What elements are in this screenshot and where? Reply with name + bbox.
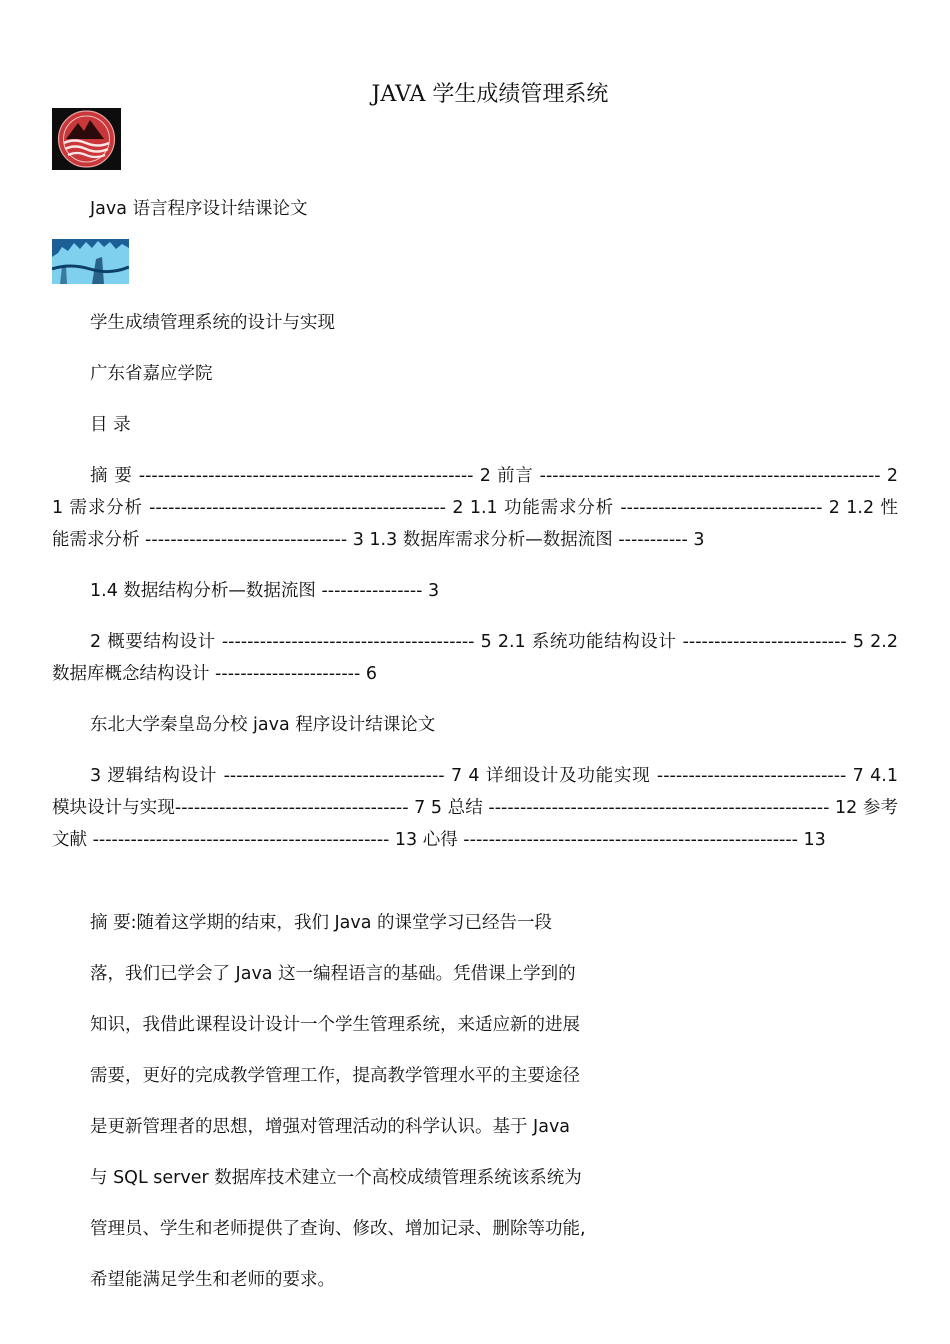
topic-line: 学生成绩管理系统的设计与实现: [90, 313, 335, 333]
toc-block-3: 3 逻辑结构设计 ----------------------------------- 7 4 详细设计及功能实现 ------------------------------ 7 4.1 模块设计与实现------------------------------------- 7 5 总结 ------------------------------------------------------ 12 参考文献 ----------------------------------------------- 13 心得 ----------------------------------------------------- 13: [52, 766, 898, 850]
abstract-line-8: 希望能满足学生和老师的要求。: [90, 1270, 335, 1290]
abstract-line-7: 管理员、学生和老师提供了查询、修改、增加记录、删除等功能,: [90, 1219, 586, 1239]
course-paper-line: Java 语言程序设计结课论文: [90, 199, 308, 219]
abstract-line-5: 是更新管理者的思想，增强对管理活动的科学认识。基于 Java: [90, 1117, 571, 1137]
school-line: 广东省嘉应学院: [90, 364, 213, 384]
document-title: JAVA 学生成绩管理系统: [371, 82, 609, 107]
toc-block-1: 摘 要 ----------------------------------------------------- 2 前言 ------------------------------------------------------ 2 1 需求分析 ----------------------------------------------- 2 1.1 功能需求分析 -------------------------------- 2 1.2 性能需求分析 -------------------------------- 3 1.3 数据库需求分析—数据流图 ----------- 3: [52, 466, 898, 550]
abstract-line-1: 摘 要:随着这学期的结束，我们 Java 的课堂学习已经告一段: [90, 913, 553, 933]
school-line-2: 东北大学秦皇岛分校 java 程序设计结课论文: [90, 715, 436, 735]
abstract-line-4: 需要，更好的完成教学管理工作，提高教学管理水平的主要途径: [90, 1066, 580, 1086]
toc-block-2: 2 概要结构设计 ---------------------------------------- 5 2.1 系统功能结构设计 -------------------------- 5 2.2 数据库概念结构设计 ----------------------- 6: [52, 632, 898, 684]
abstract-line-6: 与 SQL server 数据库技术建立一个高校成绩管理系统该系统为: [90, 1168, 582, 1188]
toc-line-1-4: 1.4 数据结构分析—数据流图 ---------------- 3: [90, 581, 440, 601]
university-seal-icon: [52, 108, 121, 170]
abstract-line-3: 知识，我借此课程设计设计一个学生管理系统，来适应新的进展: [90, 1015, 580, 1035]
building-silhouette-banner: [52, 239, 129, 284]
toc-heading: 目 录: [90, 415, 131, 435]
abstract-line-2: 落，我们已学会了 Java 这一编程语言的基础。凭借课上学到的: [90, 964, 576, 984]
